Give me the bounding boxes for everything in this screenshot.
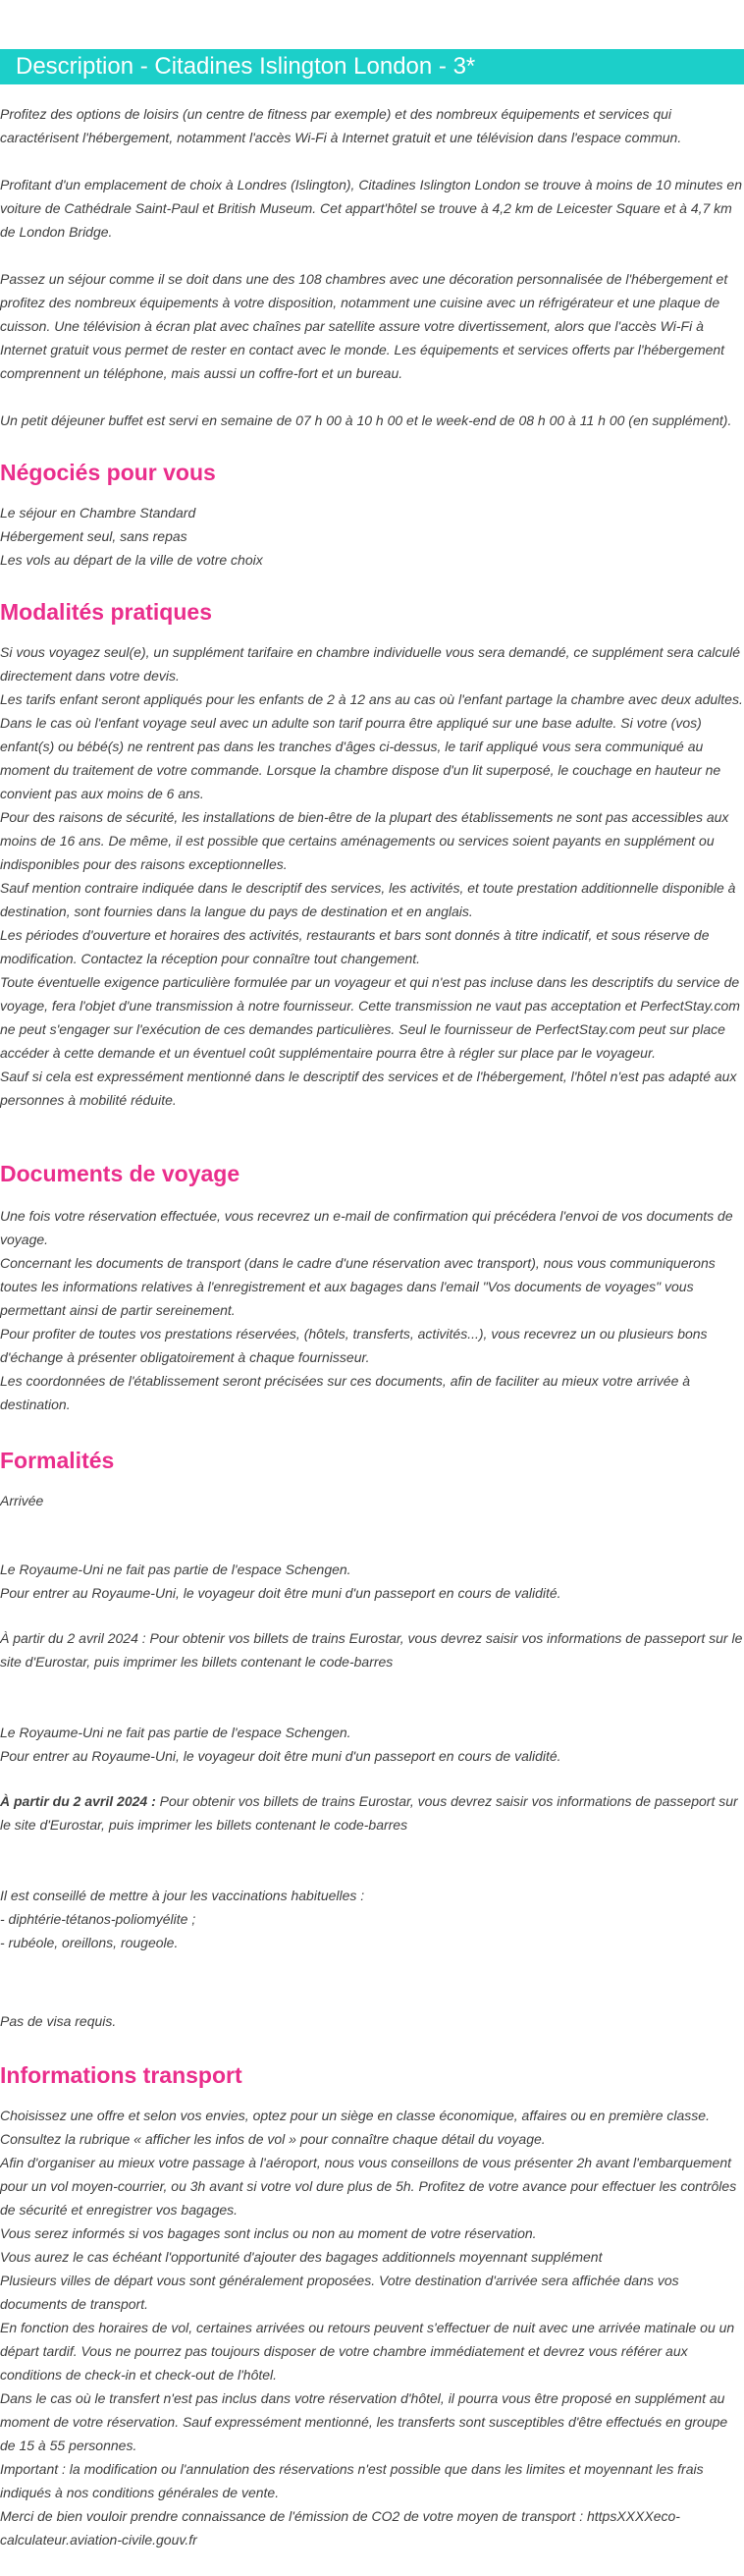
- description-banner: [0, 49, 744, 84]
- documents-heading: Documents de voyage: [0, 1161, 240, 1186]
- list-item: Les vols au départ de la ville de votre choix: [0, 552, 263, 568]
- passport-line: Pour entrer au Royaume-Uni, le voyageur doit être muni d'un passeport en cours de validité.: [0, 1748, 561, 1764]
- description-paragraph-1: Profitez des options de loisirs (un centre de fitness par exemple) et des nombreux équipements et services qui caractérisent l'hébergement, notamment l'accès Wi-Fi à Internet gratuit et une télévision dans l'espace commun.: [0, 106, 682, 145]
- schengen-block-2: [0, 1721, 744, 1768]
- eurostar-date-label: À partir du 2 avril 2024 :: [0, 1793, 156, 1809]
- modalites-heading: Modalités pratiques: [0, 599, 212, 625]
- eurostar-block-1: À partir du 2 avril 2024 : Pour obtenir vos billets de trains Eurostar, vous devrez saisir vos informations de passeport sur le site d'Eurostar, puis imprimer les billets contenant le code-barres: [0, 1630, 743, 1670]
- passport-line: Pour entrer au Royaume-Uni, le voyageur doit être muni d'un passeport en cours de validité.: [0, 1585, 561, 1601]
- vaccination-item: - diphtérie-tétanos-poliomyélite ;: [0, 1911, 196, 1927]
- vaccinations-block: [0, 1884, 744, 1954]
- list-item: Hébergement seul, sans repas: [0, 528, 187, 544]
- transport-heading: Informations transport: [0, 2062, 242, 2088]
- schengen-block-1: [0, 1558, 744, 1605]
- schengen-line: Le Royaume-Uni ne fait pas partie de l'espace Schengen.: [0, 1725, 351, 1740]
- schengen-line: Le Royaume-Uni ne fait pas partie de l'espace Schengen.: [0, 1562, 351, 1577]
- description-paragraph-2: Profitant d'un emplacement de choix à Londres (Islington), Citadines Islington London se trouve à moins de 10 minutes en voiture de Cathédrale Saint-Paul et British Museum. Cet appart'hôtel se trouve à 4,2 km de Leicester Square et à 4,7 km de London Bridge.: [0, 177, 743, 240]
- negocies-list: [0, 501, 744, 572]
- vaccination-item: - rubéole, oreillons, rougeole.: [0, 1935, 179, 1950]
- transport-text: Choisissez une offre et selon vos envies, optez pour un siège en classe économique, affaires ou en première classe. Consultez la rubrique « afficher les infos de vol » pour connaître chaque détail du voyage. Afin d'organiser au mieux votre passage à l'aéroport, nous vous conseillons de vous présenter 2h avant l'embarquement pour un vol moyen-courrier, ou 3h avant si votre vol dure plus de 5h. Profitez de votre avance pour effectuer les contrôles de sécurité et enregistrer vos bagages. Vous serez informés si vos bagages sont inclus ou non au moment de votre réservation. Vous aurez le cas échéant l'opportunité d'ajouter des bagages additionnels moyennant supplément Plusieurs villes de départ vous sont généralement proposées. Votre destination d'arrivée sera affichée dans vos documents de transport. En fonction des horaires de vol, certaines arrivées ou retours peuvent s'effectuer de nuit avec une arrivée matinale ou un départ tardif. Vous ne pourrez pas toujours disposer de votre chambre immédiatement et devrez vous référer aux conditions de check-in et check-out de l'hôtel. Dans le cas où le transfert n'est pas inclus dans votre réservation d'hôtel, il pourra vous être proposé en supplément au moment de votre réservation. Sauf expressément mentionné, les transferts sont susceptibles d'être effectués en groupe de 15 à 55 personnes. Important : la modification ou l'annulation des réservations n'est possible que dans les limites et moyennant les frais indiqués à nos conditions générales de vente. Merci de bien vouloir prendre connaissance de l'émission de CO2 de votre moyen de transport : httpsXXXXeco-calculateur.aviation-civile.gouv.fr: [0, 2108, 737, 2548]
- description-paragraph-3: Passez un séjour comme il se doit dans une des 108 chambres avec une décoration personnalisée de l'hébergement et profitez des nombreux équipements à votre disposition, notamment une cuisine avec un réfrigérateur et une plaque de cuisson. Une télévision à écran plat avec chaînes par satellite assure votre divertissement, alors que l'accès Wi-Fi à Internet gratuit vous permet de rester en contact avec le monde. Les équipements et services offerts par l'hébergement comprennent un téléphone, mais aussi un coffre-fort et un bureau.: [0, 271, 728, 381]
- eurostar-block-2: [0, 1789, 744, 1836]
- negocies-heading: Négociés pour vous: [0, 460, 216, 485]
- formalites-arrivee: Arrivée: [0, 1493, 44, 1508]
- banner-title: Description - Citadines Islington London - 3*: [16, 53, 476, 80]
- formalites-heading: Formalités: [0, 1448, 115, 1473]
- list-item: Le séjour en Chambre Standard: [0, 505, 196, 521]
- modalites-text: Si vous voyagez seul(e), un supplément tarifaire en chambre individuelle vous sera demandé, ce supplément sera calculé directement dans votre devis. Les tarifs enfant seront appliqués pour les enfants de 2 à 12 ans au cas où l'enfant partage la chambre avec deux adultes. Dans le cas où l'enfant voyage seul avec un adulte son tarif pourra être appliqué sur une base adulte. Si votre (vos) enfant(s) ou bébé(s) ne rentrent pas dans les tranches d'âges ci-dessus, le tarif appliqué vous sera communiqué au moment du traitement de votre commande. Lorsque la chambre dispose d'un lit superposé, le couchage en hauteur ne convient pas aux moins de 6 ans. Pour des raisons de sécurité, les installations de bien-être de la plupart des établissements ne sont pas accessibles aux moins de 16 ans. De même, il est possible que certains aménagements ou services soient payants en supplément ou indisponibles pour des raisons exceptionnelles. Sauf mention contraire indiquée dans le descriptif des services, les activités, et toute prestation additionnelle disponible à destination, sont fournies dans la langue du pays de destination et en anglais. Les périodes d'ouverture et horaires des activités, restaurants et bars sont donnés à titre indicatif, et sous réserve de modification. Contactez la réception pour connaître tout changement. Toute éventuelle exigence particulière formulée par un voyageur et qui n'est pas incluse dans les descriptifs du service de voyage, fera l'objet d'une transmission à notre fournisseur. Cette transmission ne vaut pas acceptation et PerfectStay.com ne peut s'engager sur l'exécution de ces demandes particulières. Seul le fournisseur de PerfectStay.com peut sur place accéder à cette demande et un éventuel coût supplémentaire pourra être à régler sur place par le voyageur. Sauf si cela est expressément mentionné dans le descriptif des services et de l'hébergement, l'hôtel n'est pas adapté aux personnes à mobilité réduite.: [0, 644, 743, 1108]
- visa-text: Pas de visa requis.: [0, 2013, 117, 2029]
- documents-text: Une fois votre réservation effectuée, vous recevrez un e-mail de confirmation qui précédera l'envoi de vos documents de voyage. Concernant les documents de transport (dans le cadre d'une réservation avec transport), nous vous communiquerons toutes les informations relatives à l'enregistrement et aux bagages dans l'email "Vos documents de voyages" vous permettant ainsi de partir sereinement. Pour profiter de toutes vos prestations réservées, (hôtels, transferts, activités...), vous recevrez un ou plusieurs bons d'échange à présenter obligatoirement à chaque fournisseur. Les coordonnées de l'établissement seront précisées sur ces documents, afin de faciliter au mieux votre arrivée à destination.: [0, 1208, 733, 1412]
- eurostar-text: Pour obtenir vos billets de trains Eurostar, vous devrez saisir vos informations de passeport sur le site d'Eurostar, puis imprimer les billets contenant le code-barres: [0, 1793, 738, 1833]
- vaccination-intro: Il est conseillé de mettre à jour les vaccinations habituelles :: [0, 1888, 365, 1903]
- description-paragraph-4: Un petit déjeuner buffet est servi en semaine de 07 h 00 à 10 h 00 et le week-end de 08 h 00 à 11 h 00 (en supplément).: [0, 412, 732, 428]
